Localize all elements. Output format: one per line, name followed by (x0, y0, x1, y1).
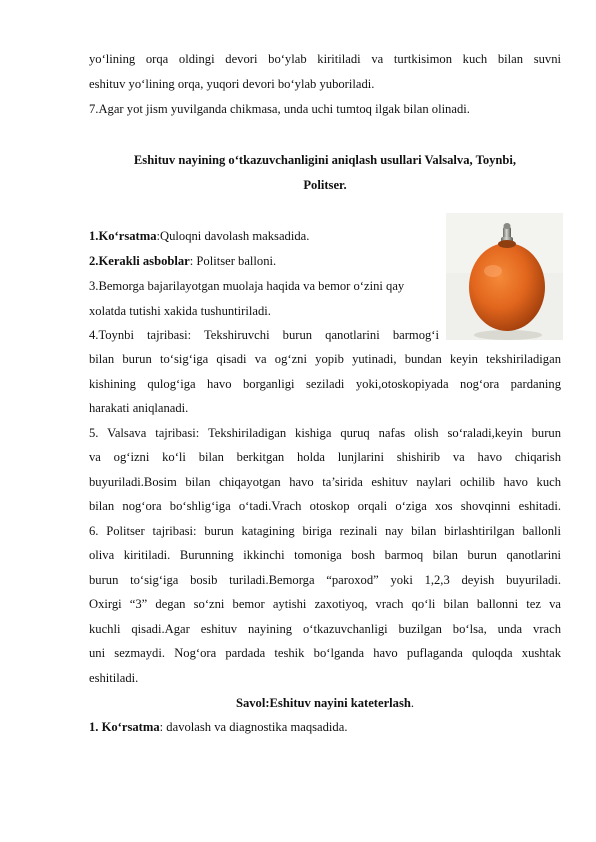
last-item-label: 1. Ko‘rsatma (89, 720, 160, 734)
last-item-line (89, 719, 561, 735)
item4-line: harakati aniqlanadi. (89, 401, 189, 415)
item6-line: Oxirgi “3” degan so‘zni bemor aytishi zaxotiyoq, vrach qo‘li bilan ballonni tez va (89, 597, 561, 611)
paragraph-line: yo‘lining orqa oldingi devori bo‘ylab kiritiladi va turtkisimon kuch bilan suvni (89, 52, 561, 66)
item4-line: bilan burun to‘sig‘iga qisadi va og‘zni yopib yutinadi, bundan keyin tekshiriladigan (89, 352, 561, 366)
paragraph-line: eshituv yo‘lining orqa, yuqori devori bo‘ylab yuboriladi. (89, 77, 375, 91)
question-heading (89, 695, 561, 711)
item6-line: kuchli qisadi.Agar eshituv nayining o‘tkazuvchanligi buzilgan bo‘lsa, unda vrach (89, 622, 561, 636)
paragraph-line: 7.Agar yot jism yuvilganda chikmasa, unda uchi tumtoq ilgak bilan olinadi. (89, 102, 470, 116)
item1-line (89, 228, 439, 244)
politzer-balloon-photo (446, 213, 563, 340)
item6-line: 6. Politser tajribasi: burun katagining biriga rezinali nay bilan birlashtirilgan ballonli (89, 524, 561, 538)
balloon-image (446, 213, 563, 340)
item3-line: 3.Bemorga bajarilayotgan muolaja haqida va bemor o‘zini qay (89, 279, 405, 293)
item4-line: kishining qulog‘iga havo borganligi seziladi yoki,otoskopiyada nog‘ora pardaning (89, 377, 561, 391)
item6-line: eshitiladi. (89, 671, 139, 685)
item1-text: :Quloqni davolash maksadida. (156, 229, 310, 243)
item6-line: uni sezmaydi. Nog‘ora pardada teshik bo‘lganda havo puflaganda quloqda xushtak (89, 646, 561, 660)
item4-line: 4.Toynbi tajribasi: Tekshiruvchi burun qanotlarini barmog‘i (89, 328, 439, 342)
item2-label: 2.Kerakli asboblar (89, 254, 190, 268)
item5-line: va og‘izni ko‘li bilan berkitgan holda lunjlarini shishirib va havo chiqarish (89, 450, 561, 464)
last-item-text: : davolash va diagnostika maqsadida. (159, 720, 348, 734)
item5-line: 5. Valsava tajribasi: Tekshiriladigan kishiga quruq nafas olish so‘raladi,keyin burun (89, 426, 561, 440)
item6-line: burun to‘sig‘iga bosib turiladi.Bemorga “paroxod” yoki 1,2,3 deyish buyuriladi. (89, 573, 561, 587)
item6-line: oliva kiritiladi. Burunning ikkinchi tomoniga bosh barmoq bilan burun qanotlarini (89, 548, 561, 562)
item2-line (89, 253, 439, 269)
item5-line: bilan nog‘ora bo‘shlig‘iga o‘tadi.Vrach otoskop orqali o‘ziga xos shovqinni eshitadi. (89, 499, 561, 513)
item1-label: 1.Ko‘rsatma (89, 229, 157, 243)
question-tail: . (410, 696, 415, 710)
question-bold: Savol:Eshituv nayini kateterlash (235, 696, 411, 710)
section-title-line1: Eshituv nayining o‘tkazuvchanligini aniqlash usullari Valsalva, Toynbi, (133, 153, 517, 167)
item3-line: xolatda tutishi xakida tushuntiriladi. (89, 304, 271, 318)
section-title-line2: Politser. (303, 178, 347, 192)
item5-line: buyuriladi.Bosim bilan chiqayotgan havo ta’sirida eshituv naylari ochilib havo kuch (89, 475, 561, 489)
item2-text: : Politser balloni. (189, 254, 277, 268)
